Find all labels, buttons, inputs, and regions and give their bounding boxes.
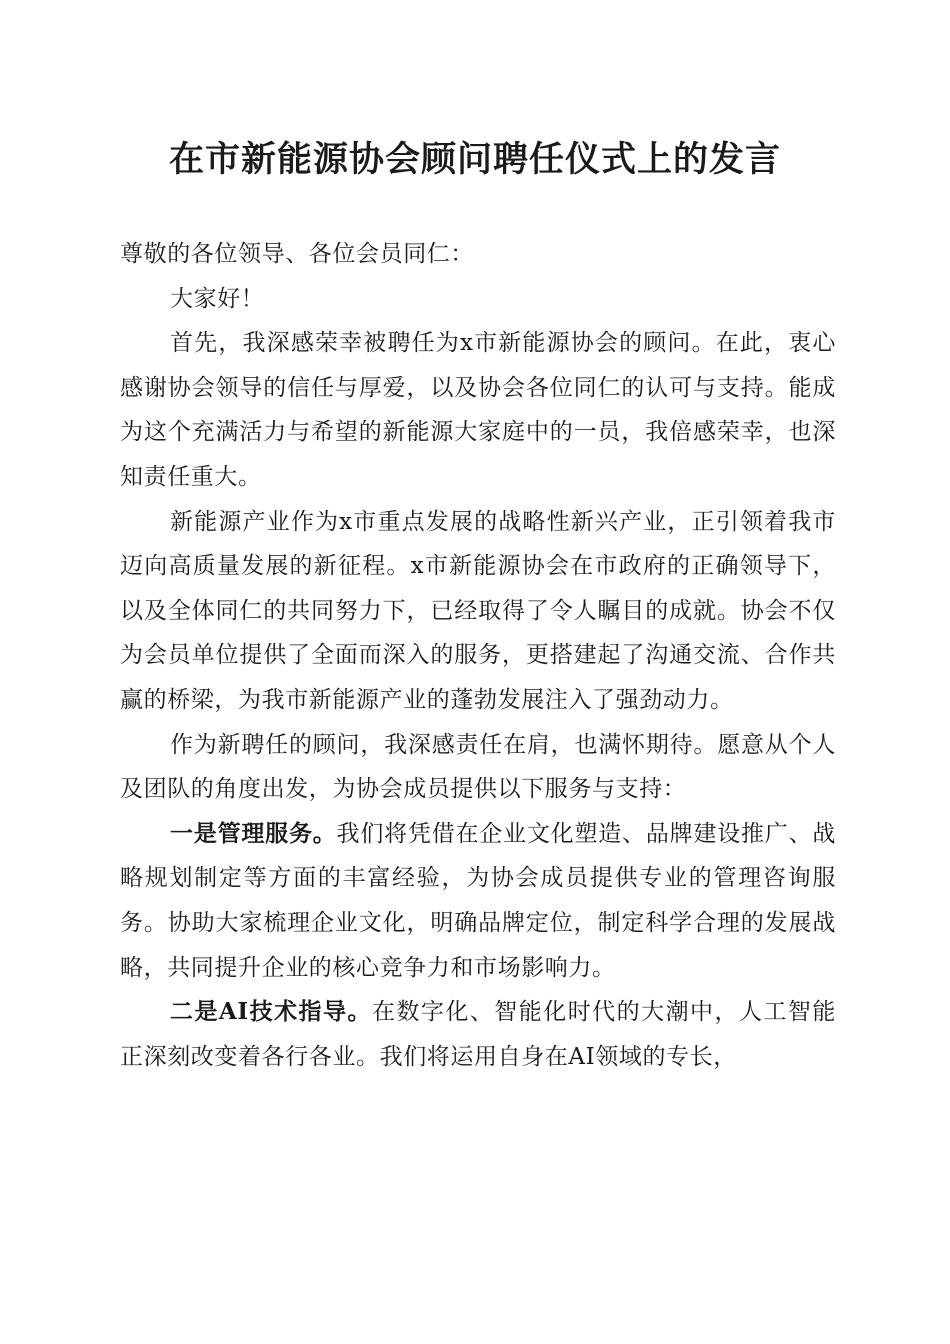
paragraph-text: 在数字化、智能化时代的大潮中，人工智能正深刻改变着各行各业。我们将运用自身在AI领域的专长， [120, 999, 836, 1070]
greeting: 大家好！ [170, 285, 265, 312]
paragraph-lead: 一是管理服务。 [170, 819, 337, 847]
paragraph-text: 我们将凭借在企业文化塑造、品牌建设推广、战略规划制定等方面的丰富经验，为协会成员提供专业的管理咨询服务。协助大家梳理企业文化，明确品牌定位，制定科学合理的发展战略，共同提升企业的核心竞争力和市场影响力。 [120, 820, 836, 981]
paragraph-text: 作为新聘任的顾问，我深感责任在肩，也满怀期待。愿意从个人及团队的角度出发，为协会成员提供以下服务与支持： [120, 731, 836, 803]
paragraph [120, 990, 836, 1079]
paragraph-text: 首先，我深感荣幸被聘任为x市新能源协会的顾问。在此，衷心感谢协会领导的信任与厚爱，以及协会各位同仁的认可与支持。能成为这个充满活力与希望的新能源大家庭中的一员，我倍感荣幸，也深知责任重大。 [120, 330, 836, 490]
paragraph [120, 500, 836, 723]
salutation: 尊敬的各位领导、各位会员同仁： [120, 241, 474, 267]
paragraph [120, 321, 836, 499]
document-title: 在市新能源协会顾问聘任仪式上的发言 [168, 139, 781, 180]
paragraph [120, 723, 836, 812]
paragraph-lead: 二是AI技术指导。 [170, 998, 372, 1026]
paragraph-text: 新能源产业作为x市重点发展的战略性新兴产业，正引领着我市迈向高质量发展的新征程。x市新能源协会在市政府的正确领导下，以及全体同仁的共同努力下，已经取得了令人瞩目的成就。协会不仅为会员单位提供了全面而深入的服务，更搭建起了沟通交流、合作共赢的桥梁，为我市新能源产业的蓬勃发展注入了强劲动力。 [120, 508, 836, 713]
paragraph [120, 812, 836, 990]
document-body [120, 232, 836, 1079]
